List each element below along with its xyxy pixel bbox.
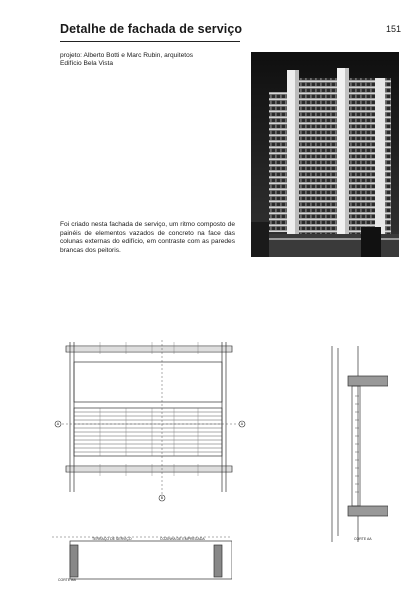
architects-credit: projeto: Alberto Botti e Marc Rubin, arquitetos	[60, 52, 194, 59]
page-number: 151	[386, 24, 402, 34]
building-photo-drawing	[251, 52, 399, 257]
page-title: Detalhe de fachada de serviço	[60, 22, 243, 36]
marker-b: B	[160, 496, 164, 501]
facade-elevation-drawing	[52, 340, 252, 510]
section-markers	[55, 421, 245, 501]
marker-a-right: A	[240, 422, 244, 427]
label-cut-bb: CORTE BB	[58, 578, 76, 582]
floor-plan-strip	[52, 533, 232, 583]
marker-a-left: A	[56, 422, 60, 427]
label-cut-aa: CORTE AA	[354, 537, 372, 541]
description-paragraph: Foi criado nesta fachada de serviço, um ritmo composto de painéis de elementos vazados de concreto na face das colunas externas do edifício, em contraste com as paredes brancas dos peitoris.	[60, 221, 235, 254]
building-name: Edifício Bela Vista	[60, 60, 114, 68]
label-maid-kitchen: COZINHA DE EMPREGADA	[160, 537, 205, 541]
project-credits	[60, 52, 235, 69]
building-photo	[251, 52, 399, 257]
label-service-terrace: TERRAÇO DE SERVIÇO	[92, 537, 132, 541]
title-rule	[60, 41, 240, 42]
facade-section-drawing	[318, 346, 388, 546]
